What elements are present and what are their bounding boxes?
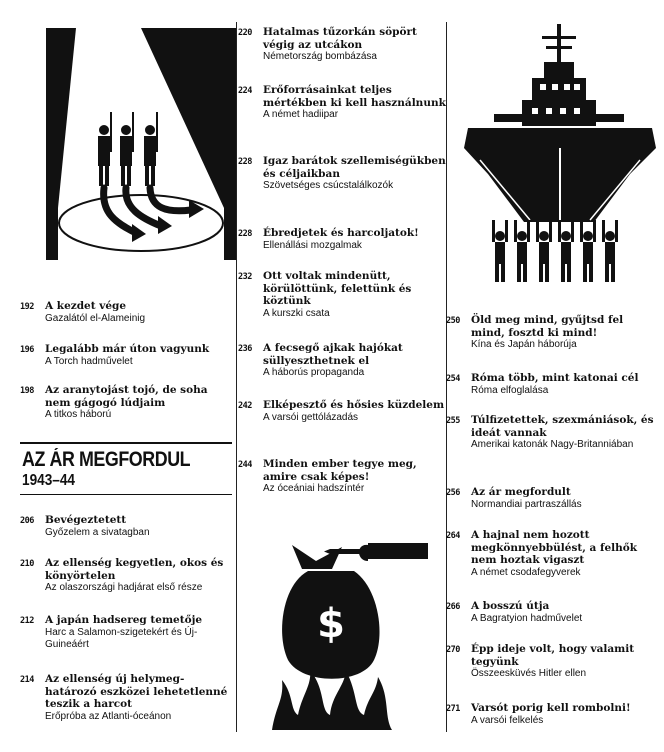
toc-entry[interactable] — [446, 372, 656, 397]
entry-subtitle: Németország bombázása — [263, 51, 377, 62]
entry-subtitle: A német hadiipar — [263, 109, 339, 120]
entry-subtitle: A német csodafegyverek — [471, 566, 581, 578]
page-number: 266 — [446, 602, 460, 612]
entry-title: Erőforrásainkat teljes mértékben ki kell használnunk — [263, 84, 446, 109]
entry-title: Ébredjetek és harcoljatok! — [263, 227, 419, 239]
page-number: 232 — [238, 272, 252, 282]
entry-title: Az ár megfordult — [471, 486, 571, 498]
page-number: 264 — [446, 531, 460, 541]
toc-column-2 — [238, 0, 450, 752]
page-number: 271 — [446, 704, 460, 714]
entry-subtitle: Az olaszországi hadjárat első része — [45, 582, 203, 593]
toc-column-3 — [446, 0, 656, 752]
section-years: 1943–44 — [22, 472, 75, 489]
entry-title: Az aranytojást tojó, de soha nem gágogó lúdjaim — [45, 384, 208, 409]
entry-subtitle: Összeesküvés Hitler ellen — [471, 668, 587, 679]
toc-entry[interactable] — [238, 342, 450, 380]
toc-entry[interactable] — [238, 227, 450, 252]
page-number: 198 — [20, 386, 34, 396]
page-number: 192 — [20, 302, 34, 312]
entry-subtitle: A háborús propaganda — [263, 367, 365, 378]
toc-entry[interactable] — [446, 702, 656, 727]
entry-subtitle: Győzelem a sivatagban — [45, 526, 150, 538]
entry-subtitle: A varsói gettólázadás — [263, 411, 359, 423]
toc-entry[interactable] — [238, 84, 450, 122]
entry-title: Az ellenség új helymeg-határozó eszközei lehetetlenné teszik a harcot — [45, 673, 228, 710]
warship-illustration — [460, 24, 660, 286]
section-heading — [20, 442, 232, 495]
entry-subtitle: Szövetséges csúcstalálkozók — [263, 180, 394, 191]
toc-column-1 — [20, 0, 232, 752]
entry-title: A bosszú útja — [471, 600, 550, 612]
entry-subtitle: Amerikai katonák Nagy-Britanniában — [471, 439, 634, 450]
toc-entry[interactable] — [446, 529, 656, 579]
entry-title: Az ellenség kegyetlen, okos és könyörtelen — [45, 557, 224, 582]
entry-title: A japán hadsereg temetője — [45, 614, 203, 626]
page-number: 270 — [446, 645, 460, 655]
entry-subtitle: A Torch hadművelet — [45, 355, 133, 367]
page-number: 206 — [20, 516, 34, 526]
page-number: 220 — [238, 28, 252, 38]
entry-title: Bevégeztetett — [45, 514, 127, 526]
page-number: 236 — [238, 344, 252, 354]
entry-title: Ott voltak mindenütt, körülöttünk, felettünk és köztünk — [263, 270, 412, 307]
toc-entry[interactable] — [446, 486, 656, 511]
entry-subtitle: A titkos háború — [45, 409, 112, 420]
toc-entry[interactable] — [20, 614, 232, 652]
entry-title: Róma több, mint katonai cél — [471, 372, 639, 384]
money-bag-fire-illustration — [272, 525, 442, 730]
entry-subtitle: Harc a Salamon-szigetekért és Új-Guineáért — [45, 626, 198, 650]
toc-entry[interactable] — [20, 343, 232, 368]
entry-subtitle: Erőpróba az Atlanti-óceánon — [45, 710, 172, 722]
toc-entry[interactable] — [20, 557, 232, 595]
toc-entry[interactable] — [446, 600, 656, 625]
entry-title: A kezdet vége — [45, 300, 127, 312]
column-divider — [236, 22, 237, 732]
entry-title: Hatalmas tűzorkán söpört végig az utcákon — [263, 26, 417, 51]
entry-subtitle: Normandiai partraszállás — [471, 498, 582, 510]
page-number: 228 — [238, 157, 252, 167]
page-number: 256 — [446, 488, 460, 498]
page-number: 224 — [238, 86, 252, 96]
entry-title: Elképesztő és hősies küzdelem — [263, 399, 445, 411]
entry-subtitle: Az óceániai hadszíntér — [263, 483, 365, 494]
dollar-sign: $ — [317, 601, 345, 647]
entry-title: Igaz barátok szellemiségükben és céljaikban — [263, 155, 446, 180]
entry-subtitle: A varsói felkelés — [471, 714, 544, 726]
page-number: 228 — [238, 229, 252, 239]
page-number: 250 — [446, 316, 460, 326]
entry-title: A hajnal nem hozott megkönnyebbülést, a felhők nem hoztak vigaszt — [471, 529, 638, 566]
page-number: 210 — [20, 559, 34, 569]
toc-entry[interactable] — [238, 26, 450, 64]
toc-entry[interactable] — [20, 300, 232, 325]
entry-title: Túlfizetettek, szexmániások, és ideát vannak — [471, 414, 654, 439]
entry-title: Minden ember tegye meg, amire csak képes! — [263, 458, 417, 483]
toc-entry[interactable] — [20, 514, 232, 539]
toc-entry[interactable] — [446, 643, 656, 681]
entry-subtitle: Ellenállási mozgalmak — [263, 239, 362, 251]
page-number: 214 — [20, 675, 34, 685]
page-number: 196 — [20, 345, 34, 355]
toc-entry[interactable] — [238, 270, 450, 320]
entry-subtitle: Róma elfoglalása — [471, 384, 549, 396]
toc-entry[interactable] — [446, 314, 656, 352]
page-number: 255 — [446, 416, 460, 426]
toc-entry[interactable] — [238, 399, 450, 424]
section-title: AZ ÁR MEGFORDUL — [22, 448, 191, 471]
spotlight-soldiers-illustration — [46, 28, 236, 260]
entry-title: Varsót porig kell rombolni! — [471, 702, 631, 714]
entry-subtitle: Gazalától el-Alameinig — [45, 312, 146, 324]
page-number: 244 — [238, 460, 252, 470]
toc-entry[interactable] — [20, 384, 232, 422]
entry-subtitle: A Bagratyion hadművelet — [471, 612, 583, 624]
page-number: 254 — [446, 374, 460, 384]
entry-title: Legalább már úton vagyunk — [45, 343, 210, 355]
entry-title: A fecsegő ajkak hajókat süllyeszthetnek el — [263, 342, 403, 367]
entry-subtitle: Kína és Japán háborúja — [471, 339, 577, 350]
toc-entry[interactable] — [238, 458, 450, 496]
toc-entry[interactable] — [238, 155, 450, 193]
page-number: 212 — [20, 616, 34, 626]
entry-subtitle: A kurszki csata — [263, 307, 330, 319]
page-number: 242 — [238, 401, 252, 411]
entry-title: Öld meg mind, gyűjtsd fel mind, fosztd ki mind! — [471, 314, 624, 339]
entry-title: Épp ideje volt, hogy valamit tegyünk — [471, 643, 635, 668]
toc-entry[interactable] — [446, 414, 656, 452]
toc-entry[interactable] — [20, 673, 232, 723]
